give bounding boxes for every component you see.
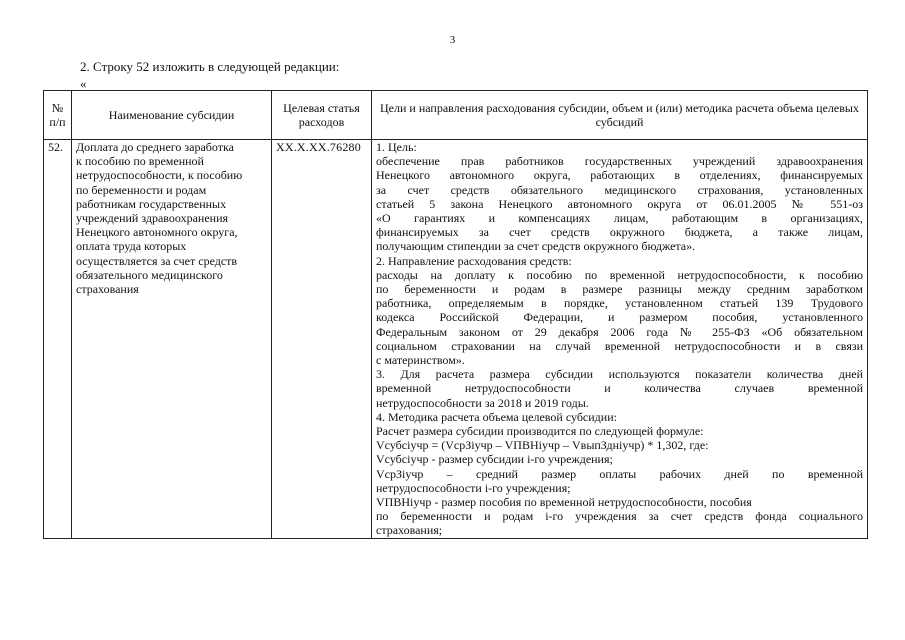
row-number: 52. [44, 140, 72, 539]
description-line: с материнством». [376, 353, 465, 368]
description-line: «О гарантиях и компенсациях лицам, работающим в организациях, [376, 211, 863, 226]
description-line: статьей 5 закона Ненецкого автономного округа от 06.01.2005 № 551-оз [376, 196, 863, 211]
subsidy-name-line: учреждений здравоохранения [76, 211, 229, 226]
description-line: нетрудоспособности за 2018 и 2019 годы. [376, 395, 589, 410]
description-line: Vсубсiучр = (VсрЗiучр – VПВНiучр – VвыпЗдніучр) * 1,302, где: [376, 438, 709, 453]
description-line: временной нетрудоспособности и количества случаев временной [376, 381, 863, 396]
subsidy-name-line: по беременности и родам [76, 182, 207, 197]
description-line: нетрудоспособности i-го учреждения; [376, 480, 571, 495]
description-line: по беременности и родам i-го учреждения за счет средств фонда социального [376, 509, 863, 524]
description-line: Vсубсiучр - размер субсидии i-го учреждения; [376, 452, 613, 467]
description-line: работника, определяемым в порядке, установленном статьей 139 Трудового [376, 296, 863, 311]
description-line: за счет средств обязательного медицинского страхования, установленных [376, 182, 863, 197]
description-line: VсрЗiучр – средний размер оплаты рабочих дней по временной [376, 466, 863, 481]
subsidy-name-line: осуществляется за счет средств [76, 253, 238, 268]
subsidy-name-line: к пособию по временной [76, 154, 204, 169]
description-line: 2. Направление расходования средств: [376, 253, 572, 268]
description-line: расходы на доплату к пособию по временной нетрудоспособности, к пособию [376, 267, 863, 282]
description-line: Расчет размера субсидии производится по следующей формуле: [376, 424, 704, 439]
subsidy-name-line: нетрудоспособности, к пособию [76, 168, 243, 183]
description-line: получающим стипендии за счет средств окружного бюджета». [376, 239, 696, 254]
subsidy-name-line: Ненецкого автономного округа, [76, 225, 238, 240]
subsidy-name-line: обязательного медицинского [76, 267, 223, 282]
header-subsidy-name: Наименование субсидии [72, 91, 272, 140]
subsidy-name-line: страхования [76, 282, 139, 297]
table-header-row [44, 91, 868, 140]
goals-description-cell [372, 140, 868, 539]
subsidy-name-line: работникам государственных [76, 196, 227, 211]
description-line: Ненецкого автономного округа, работающих в отделениях, финансируемых [376, 168, 863, 183]
header-goals: Цели и направления расходования субсидии, объем и (или) методика расчета объема целевых субсидий [372, 91, 868, 140]
description-line: социальном страховании на случай временной нетрудоспособности и в связи [376, 338, 863, 353]
subsidy-name-line: оплата труда которых [76, 239, 187, 254]
description-line: финансируемых за счет средств окружного бюджета, а также лицам, [376, 225, 863, 240]
description-line: по беременности и родам в размере разницы между средним заработком [376, 282, 863, 297]
header-number: № п/п [44, 91, 72, 140]
intro-paragraph: 2. Строку 52 изложить в следующей редакции: [80, 59, 340, 74]
subsidy-name-cell [72, 140, 272, 539]
description-line: кодекса Российской Федерации, и размером пособия, установленного [376, 310, 863, 325]
opening-quote: « [80, 76, 87, 91]
header-target-article: Целевая статья расходов [272, 91, 372, 140]
target-article-code: XX.X.XX.76280 [272, 140, 372, 539]
subsidy-table [43, 90, 868, 539]
table-row [44, 140, 868, 539]
page-number: 3 [449, 34, 456, 46]
description-line: Федеральным законом от 29 декабря 2006 года № 255-ФЗ «Об обязательном [376, 324, 863, 339]
subsidy-name-line: Доплата до среднего заработка [76, 140, 234, 154]
description-line: VПВНiучр - размер пособия по временной нетрудоспособности, пособия [376, 495, 752, 510]
description-line: 3. Для расчета размера субсидии используются показатели количества дней [376, 367, 863, 382]
description-line: обеспечение прав работников государственных учреждений здравоохранения [376, 154, 863, 169]
description-line: 4. Методика расчета объема целевой субсидии: [376, 409, 617, 424]
description-line: 1. Цель: [376, 140, 417, 154]
description-line: страхования; [376, 523, 443, 538]
